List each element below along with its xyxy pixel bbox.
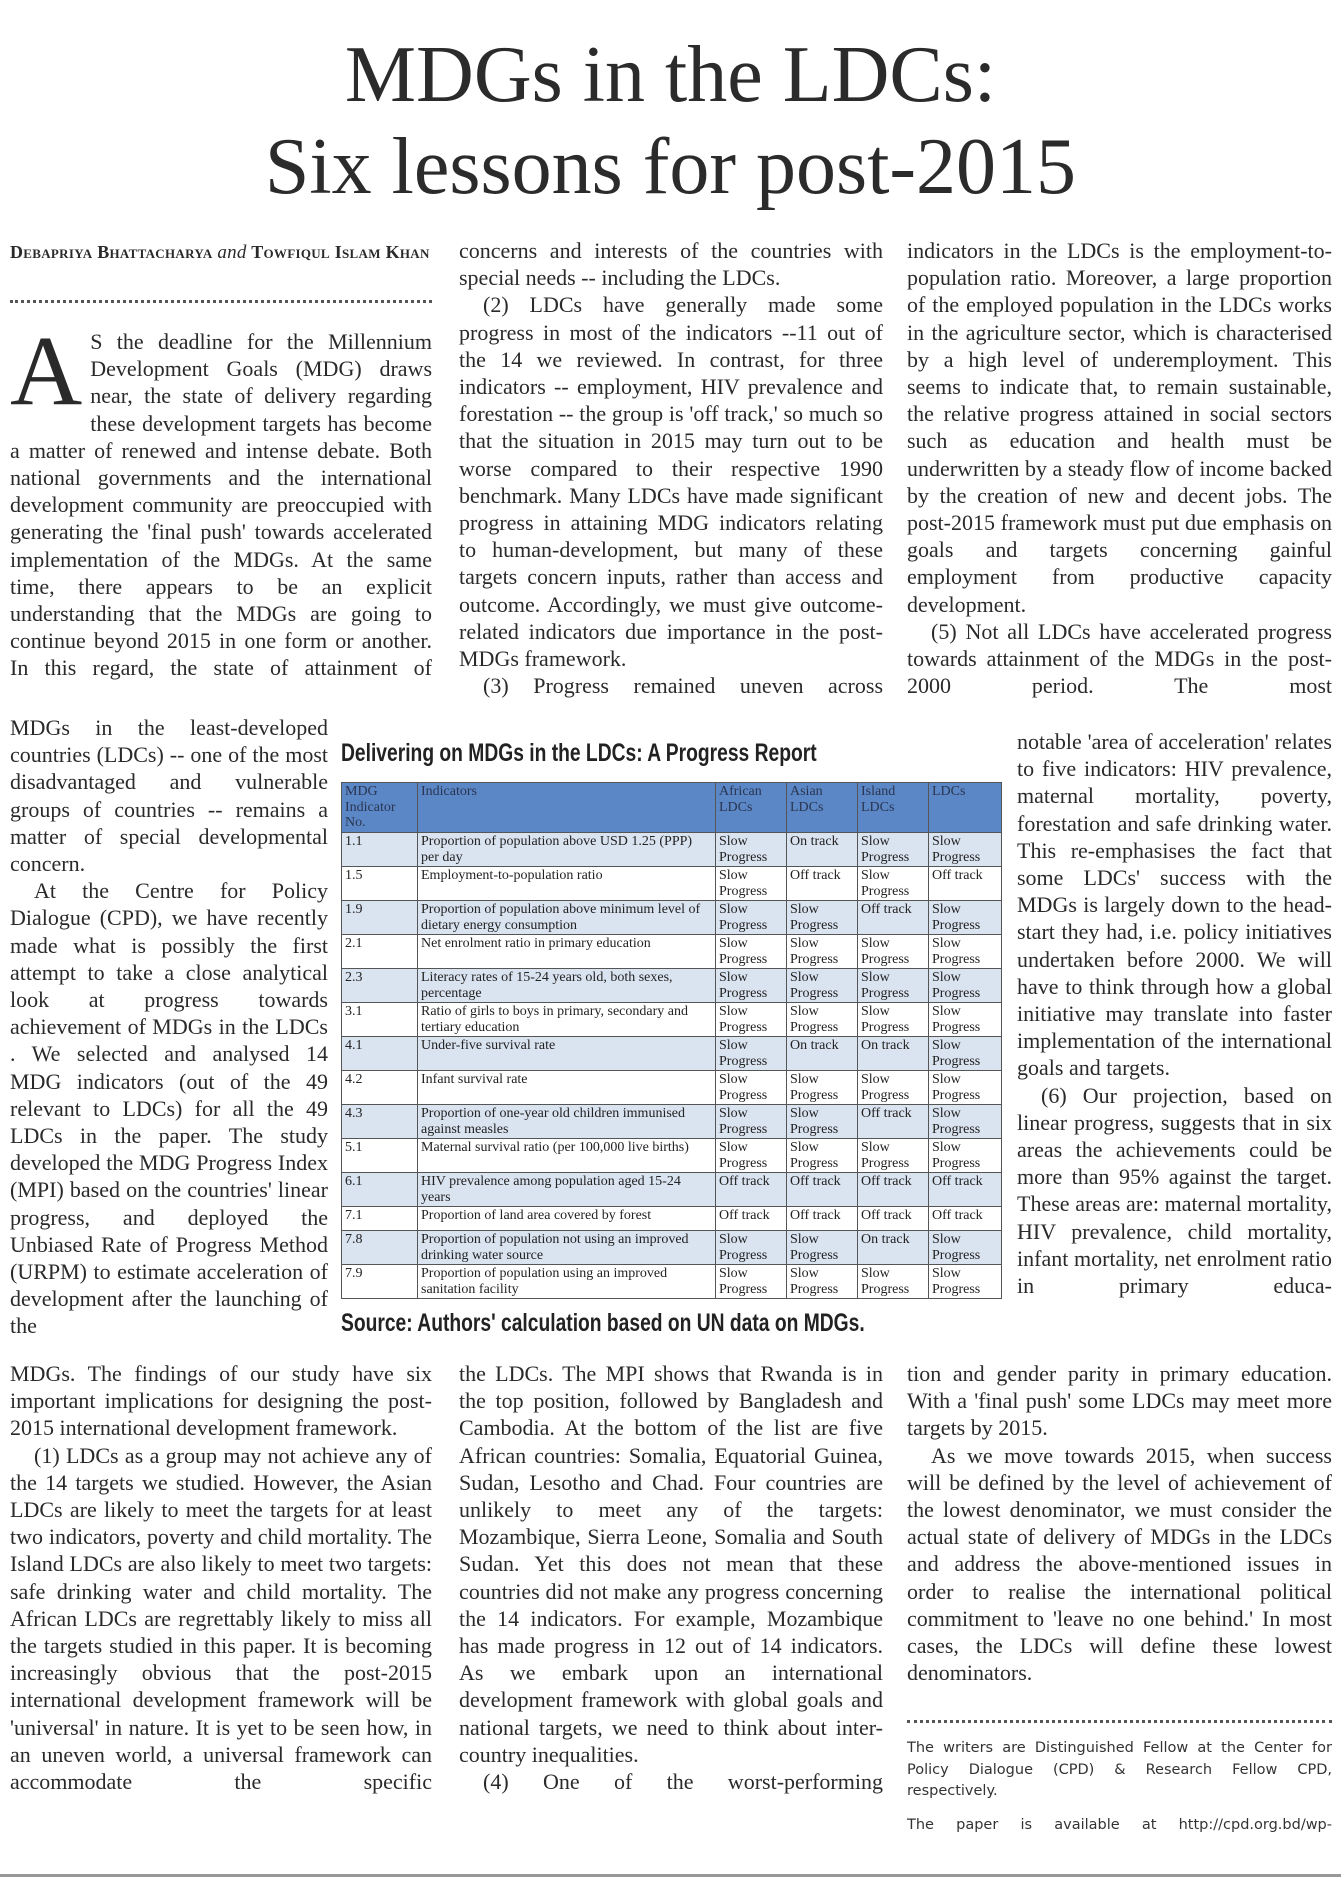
paragraph [459,672,883,699]
column-header: Asian LDCs [787,783,858,833]
paragraph-text: S the deadline for the Millennium Development Goals (MDG) draws near, the state of delivery regarding these development targets has become a matter of renewed and intense debate. Both national governments and the international development community are preoccupied with generating the 'final push' towards accelerated implementation of the MDGs. At the same time, there appears to be an explicit understanding that the MDGs are going to continue beyond 2015 in one form or another. In this regard, the state of attainment of [10,329,432,681]
paragraph [459,1360,883,1768]
status-cell: Slow Progress [787,1105,858,1139]
paragraph-text: (3) Progress remained uneven across [483,673,883,699]
paragraph [10,877,328,1339]
indicator-name: Proportion of population not using an improved drinking water source [418,1231,716,1265]
status-cell: Off track [929,867,1002,901]
paragraph-text: As we move towards 2015, when success will be defined by the level of achievement of the lowest denominator, we must consider the actual state of delivery of MDGs in the LDCs and address the above-mentioned issues in order to realise the international political commitment to 'leave no one behind.' In most cases, the LDCs will define these lowest denominators. [907,1442,1332,1686]
status-cell: Slow Progress [716,1105,787,1139]
status-cell: Slow Progress [929,833,1002,867]
table-row [342,1265,1002,1299]
paragraph-text: notable 'area of acceleration' relates to five indicators: HIV prevalence, maternal mortality, poverty, forestation and safe drinking water. This re-emphasises the fact that some LDCs' success with the MDGs is largely down to the head-start they had, i.e. policy initiatives undertaken before 2000. We will have to think through how a global initiative may translate into faster implementation of the international goals and targets. [1017,729,1332,1081]
indicator-number: 3.1 [342,1003,418,1037]
indicator-name: Literacy rates of 15-24 years old, both sexes, percentage [418,969,716,1003]
byline-divider [10,300,432,303]
bottom-rule [0,1874,1341,1877]
status-cell: Slow Progress [929,969,1002,1003]
paragraph-text: At the Centre for Policy Dialogue (CPD), we have recently made what is possibly the first attempt to take a close analytical look at progress towards achievement of MDGs in the LDCs . We selected and analysed 14 MDG indicators (out of the 49 relevant to LDCs) for all the 49 LDCs in the paper. The study developed the MDG Progress Index (MPI) based on the countries' linear progress, and deployed the Unbiased Rate of Progress Method (URPM) to estimate acceleration of development after the launching of the [10,878,328,1339]
progress-table [341,782,1002,1299]
byline-and: and [217,242,247,263]
paragraph-text: (1) LDCs as a group may not achieve any of the 14 targets we studied. However, the Asian LDCs are likely to meet the targets for at least two indicators, poverty and child mortality. The Island LDCs are also likely to meet two targets: safe drinking water and child mortality. The African LDCs are regrettably likely to miss all the targets studied in this paper. It is becoming increasingly obvious that the post-2015 international development framework will be 'universal' in nature. It is yet to be seen how, in an uneven world, a universal framework can accommodate the specific [10,1442,432,1795]
status-cell: Slow Progress [716,1003,787,1037]
status-cell: Slow Progress [929,1071,1002,1105]
paper-link-note: The paper is available at http://cpd.org.bd/wp- [907,1817,1332,1833]
paragraph-text: (4) One of the worst-performing [483,1769,883,1795]
column-2-segment-a [459,237,883,699]
indicator-name: Proportion of one-year old children immunised against measles [418,1105,716,1139]
paragraph [459,1768,883,1795]
status-cell: Off track [716,1173,787,1207]
indicator-name: Employment-to-population ratio [418,867,716,901]
table-row [342,1105,1002,1139]
status-cell: Slow Progress [716,969,787,1003]
status-cell: Slow Progress [716,1265,787,1299]
status-cell: Slow Progress [787,901,858,935]
paragraph [10,1442,432,1796]
author-1: Debapriya Bhattacharya [10,242,213,262]
table-title: Delivering on MDGs in the LDCs: A Progress Report [341,739,817,767]
indicator-number: 2.1 [342,935,418,969]
status-cell: Slow Progress [929,935,1002,969]
paragraph [1017,1082,1332,1300]
footer-divider [907,1720,1332,1723]
status-cell: Slow Progress [858,935,929,969]
status-cell: Slow Progress [716,1231,787,1265]
column-header: African LDCs [716,783,787,833]
paragraph [907,618,1332,700]
paragraph [10,315,432,682]
headline-line-2: Six lessons for post-2015 [264,123,1077,211]
paragraph [459,237,883,291]
indicator-name: Proportion of population using an improved sanitation facility [418,1265,716,1299]
status-cell: Off track [858,901,929,935]
table-row [342,935,1002,969]
column-1-segment-b [10,714,328,1340]
table-row [342,1003,1002,1037]
paragraph [907,1360,1332,1442]
status-cell: Slow Progress [929,1003,1002,1037]
status-cell: Slow Progress [858,833,929,867]
column-3-segment-c [907,1360,1332,1686]
indicator-number: 1.1 [342,833,418,867]
status-cell: Slow Progress [716,901,787,935]
status-cell: Slow Progress [716,867,787,901]
column-header: LDCs [929,783,1002,833]
status-cell: On track [787,1037,858,1071]
table-row [342,1207,1002,1231]
indicator-name: Proportion of land area covered by forest [418,1207,716,1231]
status-cell: Slow Progress [787,935,858,969]
indicator-name: Under-five survival rate [418,1037,716,1071]
status-cell: Off track [929,1173,1002,1207]
column-header: MDG Indicator No. [342,783,418,833]
writers-note: The writers are Distinguished Fellow at the Center for Policy Dialogue (CPD) & Research Fellow CPD, respectively. [907,1740,1332,1799]
paragraph [907,1442,1332,1687]
indicator-name: Infant survival rate [418,1071,716,1105]
status-cell: Slow Progress [929,1037,1002,1071]
status-cell: Slow Progress [787,1003,858,1037]
indicator-number: 4.3 [342,1105,418,1139]
byline [10,243,432,262]
status-cell: On track [858,1037,929,1071]
column-header: Indicators [418,783,716,833]
table-header-row [342,783,1002,833]
status-cell: Slow Progress [787,1231,858,1265]
paragraph-text: concerns and interests of the countries with special needs -- including the LDCs. [459,238,883,291]
status-cell: Off track [858,1173,929,1207]
indicator-name: Proportion of population above minimum level of dietary energy consumption [418,901,716,935]
indicator-number: 7.8 [342,1231,418,1265]
paragraph-text: (2) LDCs have generally made some progress in most of the indicators --11 out of the 14 we reviewed. In contrast, for three indicators -- employment, HIV prevalence and forestation -- the group is 'off track,' so much so that the situation in 2015 may turn out to be worse compared to their respective 1990 benchmark. Many LDCs have made significant progress in attaining MDG indicators relating to human-development, but many of these targets concern inputs, rather than access and outcome. Accordingly, we must give outcome-related indicators due importance in the post-MDGs framework. [459,292,883,672]
status-cell: Slow Progress [858,1071,929,1105]
status-cell: Off track [787,867,858,901]
indicator-number: 4.2 [342,1071,418,1105]
status-cell: Off track [716,1207,787,1231]
indicator-name: Proportion of population above USD 1.25 (PPP) per day [418,833,716,867]
column-header: Island LDCs [858,783,929,833]
status-cell: Slow Progress [787,1265,858,1299]
indicator-name: Ratio of girls to boys in primary, secondary and tertiary education [418,1003,716,1037]
column-3-segment-b [1017,728,1332,1299]
status-cell: Off track [787,1173,858,1207]
column-2-segment-c [459,1360,883,1795]
indicator-number: 1.5 [342,867,418,901]
status-cell: Slow Progress [858,1003,929,1037]
status-cell: Slow Progress [858,1265,929,1299]
paragraph-text: MDGs. The findings of our study have six important implications for designing the post-2015 international development framework. [10,1361,432,1441]
status-cell: Slow Progress [787,969,858,1003]
paragraph [10,1360,432,1442]
paragraph [10,714,328,877]
indicator-name: Net enrolment ratio in primary education [418,935,716,969]
paragraph-text: the LDCs. The MPI shows that Rwanda is in the top position, followed by Bangladesh and Cambodia. At the bottom of the list are five African countries: Somalia, Equatorial Guinea, Sudan, Lesotho and Chad. Four countries are unlikely to meet any of the targets: Mozambique, Sierra Leone, Somalia and South Sudan. Yet this does not mean that these countries did not make any progress concerning the 14 indicators. For example, Mozambique has made progress in 12 out of 14 indicators. As we embark upon an international development framework with global goals and national targets, we need to think about inter-country inequalities. [459,1361,883,1767]
table-row [342,867,1002,901]
table-row [342,1037,1002,1071]
indicator-name: Maternal survival ratio (per 100,000 live births) [418,1139,716,1173]
table-row [342,1173,1002,1207]
indicator-number: 1.9 [342,901,418,935]
status-cell: Slow Progress [716,1037,787,1071]
status-cell: Slow Progress [716,1071,787,1105]
status-cell: Slow Progress [858,969,929,1003]
status-cell: On track [787,833,858,867]
status-cell: Slow Progress [929,901,1002,935]
column-1-segment-c [10,1360,432,1795]
status-cell: Slow Progress [716,1139,787,1173]
status-cell: Slow Progress [716,935,787,969]
indicator-number: 4.1 [342,1037,418,1071]
paragraph-text: tion and gender parity in primary education. With a 'final push' some LDCs may meet more targets by 2015. [907,1361,1332,1441]
table-source: Source: Authors' calculation based on UN data on MDGs. [341,1309,865,1337]
table-row [342,1139,1002,1173]
paragraph [459,291,883,672]
author-2: Towfiqul Islam Khan [251,242,430,262]
status-cell: On track [858,1231,929,1265]
paragraph-text: (5) Not all LDCs have accelerated progress towards attainment of the MDGs in the post-2000 period. The most [907,618,1332,699]
indicator-number: 6.1 [342,1173,418,1207]
indicator-number: 7.9 [342,1265,418,1299]
paragraph-text: indicators in the LDCs is the employment-to-population ratio. Moreover, a large proportion of the employed population in the LDCs works in the agriculture sector, which is characterised by a high level of underemployment. This seems to indicate that, to remain sustainable, the relative progress attained in social sectors such as education and health must be underwritten by a steady flow of income backed by the creation of new and decent jobs. The post-2015 framework must put due emphasis on goals and targets concerning gainful employment from productive capacity development. [907,238,1332,617]
status-cell: Off track [929,1207,1002,1231]
status-cell: Off track [787,1207,858,1231]
table-row [342,969,1002,1003]
indicator-name: HIV prevalence among population aged 15-24 years [418,1173,716,1207]
headline-line-1: MDGs in the LDCs: [344,31,997,119]
status-cell: Slow Progress [929,1265,1002,1299]
drop-cap: A [10,315,83,426]
status-cell: Slow Progress [787,1139,858,1173]
status-cell: Off track [858,1105,929,1139]
status-cell: Slow Progress [858,867,929,901]
table-row [342,1071,1002,1105]
paragraph-text: (6) Our projection, based on linear progress, suggests that in six areas the achievements could be more than 95% against the target. These areas are: maternal mortality, HIV prevalence, child mortality, infant mortality, net enrolment ratio in primary educa- [1017,1082,1332,1299]
table-row [342,901,1002,935]
status-cell: Slow Progress [929,1105,1002,1139]
indicator-number: 5.1 [342,1139,418,1173]
status-cell: Slow Progress [716,833,787,867]
status-cell: Off track [858,1207,929,1231]
status-cell: Slow Progress [929,1139,1002,1173]
status-cell: Slow Progress [787,1071,858,1105]
paragraph [907,237,1332,618]
column-1-segment-a [10,315,432,682]
table-row [342,833,1002,867]
paragraph [1017,728,1332,1082]
status-cell: Slow Progress [929,1231,1002,1265]
table-row [342,1231,1002,1265]
indicator-number: 2.3 [342,969,418,1003]
paragraph-text: MDGs in the least-developed countries (LDCs) -- one of the most disadvantaged and vulnerable groups of countries -- remains a matter of special developmental concern. [10,715,328,877]
column-3-segment-a [907,237,1332,699]
status-cell: Slow Progress [858,1139,929,1173]
indicator-number: 7.1 [342,1207,418,1231]
